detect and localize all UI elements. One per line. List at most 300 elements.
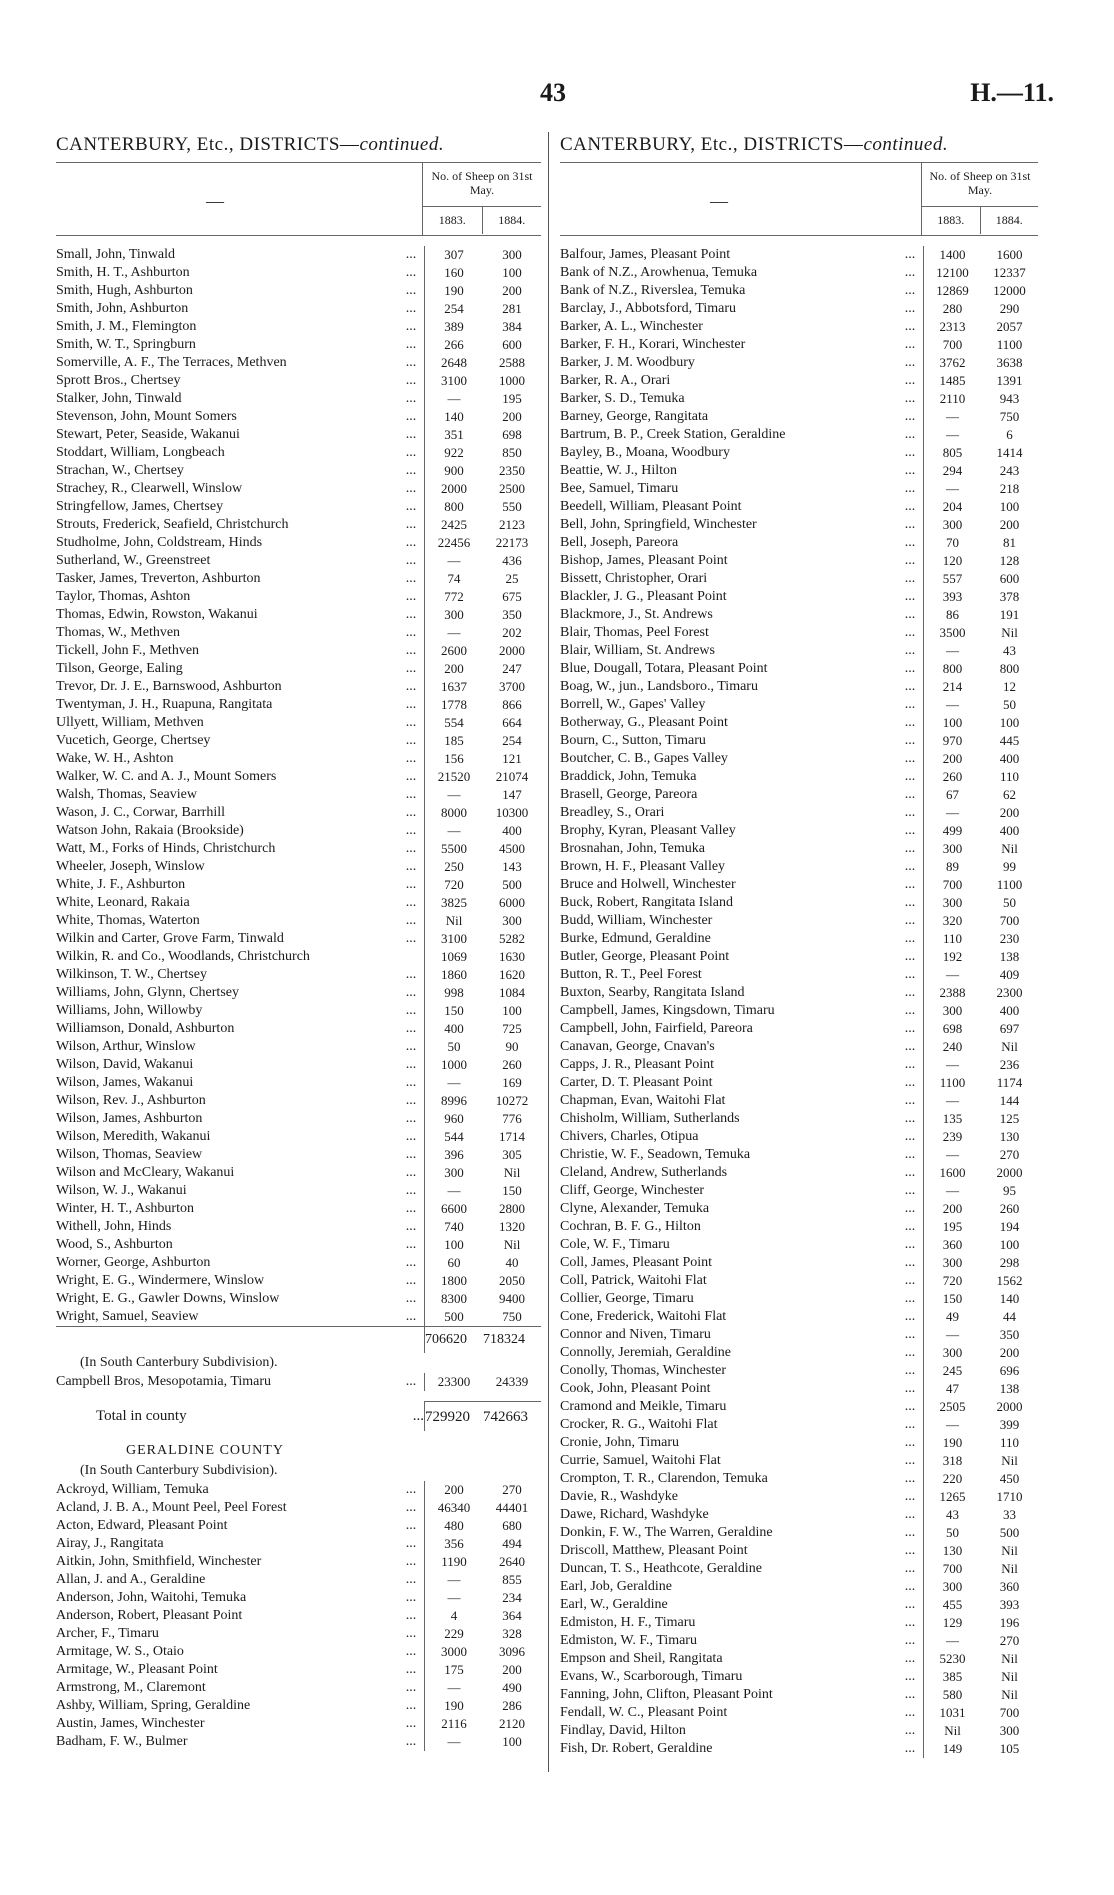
owner-name: Conolly, Thomas, Winchester <box>560 1363 726 1378</box>
sheep-1884: Nil <box>503 1165 521 1180</box>
owner-name: Cronie, John, Timaru <box>560 1435 680 1450</box>
sheep-1883: 740 <box>444 1219 464 1234</box>
header-dash: — <box>206 191 224 211</box>
header-dash: — <box>710 191 728 211</box>
sheep-1883: 190 <box>444 1698 464 1713</box>
sheep-1884: 400 <box>502 823 522 838</box>
owner-name: Somerville, A. F., The Terraces, Methven <box>56 355 287 370</box>
campbell-name: Campbell Bros, Mesopotamia, Timaru <box>56 1374 272 1389</box>
geraldine-county-title: GERALDINE COUNTY <box>126 1443 284 1458</box>
left-column <box>56 132 541 1751</box>
owner-name: Brown, H. F., Pleasant Valley <box>560 859 726 874</box>
leader-dots: ... <box>405 1572 417 1587</box>
leader-dots: ... <box>904 1489 916 1504</box>
county-total-1884: 742663 <box>483 1409 528 1425</box>
sheep-1883: — <box>946 1417 959 1432</box>
owner-name: Taylor, Thomas, Ashton <box>56 589 191 604</box>
table-row <box>56 1092 541 1110</box>
table-row <box>560 1380 1038 1398</box>
sheep-1884: 300 <box>502 913 522 928</box>
table-row <box>56 1182 541 1200</box>
campbell-1883: 23300 <box>437 1374 471 1389</box>
campbell-1884: 24339 <box>495 1374 529 1389</box>
owner-name: Wilson, James, Ashburton <box>56 1111 203 1126</box>
sheep-1884: 697 <box>999 1021 1020 1036</box>
sheep-1883: 49 <box>946 1309 959 1324</box>
owner-name: Airay, J., Rangitata <box>56 1536 164 1551</box>
sheep-1884: 700 <box>999 913 1020 928</box>
leader-dots: ... <box>904 481 916 496</box>
sheep-1883: 160 <box>444 265 464 280</box>
table-row <box>56 498 541 516</box>
owner-name: Barker, R. A., Orari <box>560 373 671 388</box>
owner-name: Blue, Dougall, Totara, Pleasant Point <box>560 661 768 676</box>
sheep-1884: 22173 <box>495 535 529 550</box>
table-row <box>560 570 1038 588</box>
leader-dots: ... <box>904 751 916 766</box>
owner-name: Austin, James, Winchester <box>56 1716 205 1731</box>
leader-dots: ... <box>405 373 417 388</box>
table-row <box>56 1290 541 1308</box>
leader-dots: ... <box>405 1147 417 1162</box>
sheep-1883: 50 <box>946 1525 959 1540</box>
sheep-1884: 290 <box>999 301 1020 316</box>
leader-dots: ... <box>405 355 417 370</box>
owner-name: Wilson, W. J., Wakanui <box>56 1183 187 1198</box>
owner-name: Cramond and Meikle, Timaru <box>560 1399 727 1414</box>
leader-dots: ... <box>405 499 417 514</box>
table-row <box>56 372 541 390</box>
leader-dots: ... <box>904 769 916 784</box>
table-row <box>56 588 541 606</box>
sheep-1884: 194 <box>999 1219 1020 1234</box>
table-row <box>560 498 1038 516</box>
sheep-1883: 772 <box>444 589 464 604</box>
sheep-1883: 135 <box>942 1111 963 1126</box>
sheep-1884: 195 <box>502 391 522 406</box>
owner-name: Allan, J. and A., Geraldine <box>56 1572 206 1587</box>
sheep-1883: 60 <box>447 1255 461 1270</box>
sheep-1883: Nil <box>944 1723 961 1738</box>
table-row <box>56 1020 541 1038</box>
owner-name: Budd, William, Winchester <box>560 913 713 928</box>
leader-dots: ... <box>405 733 417 748</box>
sheep-1884: 270 <box>502 1482 522 1497</box>
owner-name: Bayley, B., Moana, Woodbury <box>560 445 730 460</box>
table-row <box>56 318 541 336</box>
table-row <box>56 1200 541 1218</box>
sheep-1884: 2000 <box>996 1399 1023 1414</box>
sheep-1883: 2505 <box>939 1399 966 1414</box>
table-row <box>560 1560 1038 1578</box>
sheep-1884: 500 <box>502 877 522 892</box>
sheep-1884: 110 <box>999 1435 1020 1450</box>
leader-dots: ... <box>904 805 916 820</box>
leader-dots: ... <box>904 1615 916 1630</box>
sheep-1883: 351 <box>444 427 464 442</box>
owner-name: Fish, Dr. Robert, Geraldine <box>560 1741 713 1756</box>
table-row <box>56 1308 541 1326</box>
county-total-1883: 729920 <box>425 1409 470 1425</box>
owner-name: Tilson, George, Ealing <box>56 661 183 676</box>
leader-dots: ... <box>904 1471 916 1486</box>
owner-name: Bank of N.Z., Arowhenua, Temuka <box>560 265 758 280</box>
sheep-1883: 190 <box>444 283 464 298</box>
leader-dots: ... <box>405 931 417 946</box>
sheep-1884: Nil <box>1001 1687 1018 1702</box>
sheep-1883: — <box>447 1734 461 1749</box>
table-row <box>560 768 1038 786</box>
sheep-1883: 214 <box>942 679 963 694</box>
sheep-1884: 95 <box>1003 1183 1016 1198</box>
sheep-1883: 300 <box>942 517 963 532</box>
owner-name: Bishop, James, Pleasant Point <box>560 553 728 568</box>
sheep-1883: — <box>946 1057 959 1072</box>
sheep-1883: 200 <box>444 1482 464 1497</box>
sheep-1883: 86 <box>946 607 959 622</box>
owner-name: Wilson, Rev. J., Ashburton <box>56 1093 206 1108</box>
owner-name: Campbell, John, Fairfield, Pareora <box>560 1021 753 1036</box>
owner-name: Wright, E. G., Gawler Downs, Winslow <box>56 1291 280 1306</box>
table-row <box>56 1272 541 1290</box>
owner-name: Wilson, James, Wakanui <box>56 1075 194 1090</box>
sheep-1884: 40 <box>505 1255 519 1270</box>
sheep-1883: 360 <box>942 1237 963 1252</box>
sheep-1883: 1100 <box>939 1075 966 1090</box>
leader-dots: ... <box>904 1543 916 1558</box>
sheep-1884: 125 <box>999 1111 1020 1126</box>
table-row <box>56 264 541 282</box>
leader-dots: ... <box>405 247 417 262</box>
sheep-1883: — <box>447 823 461 838</box>
sheep-1883: 307 <box>444 247 464 262</box>
leader-dots: ... <box>904 247 916 262</box>
sheep-1884: 2057 <box>996 319 1023 334</box>
leader-dots: ... <box>904 337 916 352</box>
table-row <box>56 1589 541 1607</box>
sheep-1883: — <box>447 1572 461 1587</box>
table-row <box>560 1686 1038 1704</box>
owner-name: Botherway, G., Pleasant Point <box>560 715 728 730</box>
leader-dots: ... <box>405 1237 417 1252</box>
sheep-1884: Nil <box>1001 1453 1018 1468</box>
table-row <box>56 840 541 858</box>
table-row <box>56 678 541 696</box>
owner-name: Butler, George, Pleasant Point <box>560 949 730 964</box>
leader-dots: ... <box>405 1111 417 1126</box>
sheep-1883: — <box>946 1093 959 1108</box>
owner-name: White, J. F., Ashburton <box>56 877 186 892</box>
leader-dots: ... <box>405 1093 417 1108</box>
leader-dots: ... <box>904 697 916 712</box>
leader-dots: ... <box>904 535 916 550</box>
table-row <box>56 1146 541 1164</box>
table-row <box>560 534 1038 552</box>
sheep-1883: 922 <box>444 445 464 460</box>
leader-dots <box>398 948 424 966</box>
table-row <box>56 390 541 408</box>
owner-name: Small, John, Tinwald <box>56 247 176 262</box>
leader-dots: ... <box>405 1201 417 1216</box>
sheep-1884: 1414 <box>996 445 1023 460</box>
sheep-1883: 250 <box>444 859 464 874</box>
table-row <box>560 696 1038 714</box>
table-row <box>56 354 541 372</box>
owner-name: Williamson, Donald, Ashburton <box>56 1021 235 1036</box>
right-title-text: CANTERBURY, Etc., DISTRICTS— <box>560 134 864 155</box>
owner-name: Tickell, John F., Methven <box>56 643 200 658</box>
table-row <box>560 642 1038 660</box>
table-row <box>56 1074 541 1092</box>
table-row <box>56 786 541 804</box>
sheep-1883: 1031 <box>939 1705 966 1720</box>
leader-dots: ... <box>904 1291 916 1306</box>
sheep-1883: 266 <box>444 337 464 352</box>
owner-name: Beedell, William, Pleasant Point <box>560 499 742 514</box>
sheep-1884: 600 <box>999 571 1020 586</box>
leader-dots: ... <box>904 679 916 694</box>
sheep-1883: 800 <box>942 661 963 676</box>
owner-name: Tasker, James, Treverton, Ashburton <box>56 571 261 586</box>
sheep-1884: 725 <box>502 1021 522 1036</box>
table-row <box>56 1110 541 1128</box>
owner-name: Wilson, Thomas, Seaview <box>56 1147 203 1162</box>
owner-name: Capps, J. R., Pleasant Point <box>560 1057 715 1072</box>
sheep-1884: 21074 <box>495 769 529 784</box>
table-row <box>56 804 541 822</box>
sheep-1883: 6600 <box>441 1201 467 1216</box>
sheep-1883: — <box>447 553 461 568</box>
table-row <box>56 462 541 480</box>
sheep-1883: — <box>447 787 461 802</box>
owner-name: Wason, J. C., Corwar, Barrhill <box>56 805 226 820</box>
table-row <box>56 1481 541 1499</box>
table-row <box>560 1578 1038 1596</box>
owner-name: Dawe, Richard, Washdyke <box>560 1507 709 1522</box>
leader-dots: ... <box>904 1561 916 1576</box>
left-title-text: CANTERBURY, Etc., DISTRICTS— <box>56 134 360 155</box>
table-row <box>560 1038 1038 1056</box>
sheep-1883: 8300 <box>441 1291 467 1306</box>
sheep-1884: 230 <box>999 931 1020 946</box>
leader-dots: ... <box>904 571 916 586</box>
header-year-1884: 1884. <box>498 213 526 227</box>
sheep-1883: — <box>447 391 461 406</box>
sheep-1884: 81 <box>1003 535 1016 550</box>
owner-name: Badham, F. W., Bulmer <box>56 1734 188 1749</box>
table-row <box>560 1128 1038 1146</box>
leader-dots: ... <box>405 715 417 730</box>
leader-dots: ... <box>405 571 417 586</box>
sheep-1883: 1190 <box>441 1554 467 1569</box>
sheep-1884: 350 <box>502 607 522 622</box>
leader-dots: ... <box>904 409 916 424</box>
sheep-1884: 138 <box>999 949 1020 964</box>
sheep-1883: 240 <box>942 1039 963 1054</box>
table-row <box>560 1002 1038 1020</box>
sheep-1883: 254 <box>444 301 464 316</box>
owner-name: White, Leonard, Rakaia <box>56 895 190 910</box>
table-row <box>56 1056 541 1074</box>
table-row <box>560 1308 1038 1326</box>
sheep-1884: 305 <box>502 1147 522 1162</box>
sheep-1883: 3100 <box>441 373 467 388</box>
table-row <box>56 1128 541 1146</box>
table-row <box>560 408 1038 426</box>
leader-dots: ... <box>405 1021 417 1036</box>
sheep-1883: 805 <box>942 445 963 460</box>
leader-dots: ... <box>904 1525 916 1540</box>
leader-dots: ... <box>405 265 417 280</box>
table-row <box>56 1499 541 1517</box>
sheep-1884: 147 <box>502 787 522 802</box>
south-subdivision-note: (In South Canterbury Subdivision). <box>80 1355 278 1370</box>
owner-name: Smith, W. T., Springburn <box>56 337 196 352</box>
owner-name: Borrell, W., Gapes' Valley <box>560 697 706 712</box>
owner-name: Earl, Job, Geraldine <box>560 1579 672 1594</box>
header-group-label: No. of Sheep on 31st May. <box>922 163 1038 207</box>
sheep-1883: 1637 <box>441 679 467 694</box>
table-row <box>560 480 1038 498</box>
sheep-1883: 175 <box>444 1662 464 1677</box>
table-row <box>560 282 1038 300</box>
table-row <box>560 1614 1038 1632</box>
leader-dots: ... <box>904 1147 916 1162</box>
table-row <box>560 1146 1038 1164</box>
table-row <box>56 768 541 786</box>
sheep-1884: 400 <box>999 751 1020 766</box>
sheep-1883: 2600 <box>441 643 467 658</box>
sheep-1884: 664 <box>502 715 522 730</box>
owner-name: Buck, Robert, Rangitata Island <box>560 895 734 910</box>
sheep-1884: 12337 <box>993 265 1026 280</box>
sheep-1884: 218 <box>999 481 1020 496</box>
owner-name: Archer, F., Timaru <box>56 1626 159 1641</box>
owner-name: Christie, W. F., Seadown, Temuka <box>560 1147 751 1162</box>
sheep-1883: 89 <box>946 859 959 874</box>
table-row <box>56 1607 541 1625</box>
table-row <box>560 1650 1038 1668</box>
sheep-1884: 138 <box>999 1381 1020 1396</box>
leader-dots: ... <box>904 1363 916 1378</box>
sheep-1884: 200 <box>502 1662 522 1677</box>
leader-dots: ... <box>904 1345 916 1360</box>
sheep-1884: 550 <box>502 499 522 514</box>
table-row <box>56 1517 541 1535</box>
owner-name: Breadley, S., Orari <box>560 805 665 820</box>
sheep-1884: 270 <box>999 1633 1020 1648</box>
sheep-1883: — <box>946 427 959 442</box>
leader-dots: ... <box>405 1039 417 1054</box>
table-row <box>56 930 541 948</box>
owner-name: Acland, J. B. A., Mount Peel, Peel Forest <box>56 1500 287 1515</box>
owner-name: Stalker, John, Tinwald <box>56 391 182 406</box>
sheep-1883: 1069 <box>441 949 467 964</box>
sheep-1884: 100 <box>502 265 522 280</box>
sheep-1883: 150 <box>942 1291 963 1306</box>
owner-name: Wilkinson, T. W., Chertsey <box>56 967 207 982</box>
sheep-1884: 2120 <box>499 1716 525 1731</box>
table-row <box>560 1740 1038 1758</box>
sheep-1884: Nil <box>503 1237 521 1252</box>
sheep-1883: 2110 <box>939 391 966 406</box>
sheep-1883: 544 <box>444 1129 464 1144</box>
table-row <box>56 1733 541 1751</box>
sheep-1883: 2313 <box>939 319 966 334</box>
table-row <box>56 642 541 660</box>
sheep-1883: 2388 <box>939 985 966 1000</box>
left-rows <box>56 246 541 1326</box>
table-row <box>560 750 1038 768</box>
leader-dots: ... <box>405 1716 417 1731</box>
owner-name: Driscoll, Matthew, Pleasant Point <box>560 1543 748 1558</box>
owner-name: Findlay, David, Hilton <box>560 1723 686 1738</box>
sheep-1883: 698 <box>942 1021 963 1036</box>
owner-name: Clyne, Alexander, Temuka <box>560 1201 710 1216</box>
leader-dots: ... <box>904 841 916 856</box>
sheep-1883: 260 <box>942 769 963 784</box>
table-row <box>560 588 1038 606</box>
sheep-1883: 385 <box>942 1669 963 1684</box>
leader-dots: ... <box>904 949 916 964</box>
leader-dots: ... <box>405 1590 417 1605</box>
table-row <box>560 1722 1038 1740</box>
sheep-1884: 62 <box>1003 787 1016 802</box>
table-row <box>560 714 1038 732</box>
table-row <box>56 1643 541 1661</box>
owner-name: Smith, John, Ashburton <box>56 301 189 316</box>
sheep-1883: 3825 <box>441 895 467 910</box>
leader-dots: ... <box>405 1482 417 1497</box>
sheep-1883: 4 <box>450 1608 458 1623</box>
owner-name: Bissett, Christopher, Orari <box>560 571 708 586</box>
owner-name: Acton, Edward, Pleasant Point <box>56 1518 228 1533</box>
sheep-1884: 90 <box>505 1039 519 1054</box>
owner-name: Ashby, William, Spring, Geraldine <box>56 1698 251 1713</box>
leader-dots: ... <box>904 1579 916 1594</box>
table-row <box>560 606 1038 624</box>
sheep-1883: 970 <box>942 733 963 748</box>
leader-dots: ... <box>405 1219 417 1234</box>
sheep-1884: 494 <box>502 1536 522 1551</box>
subtotal-1884: 718324 <box>483 1332 525 1347</box>
leader-dots: ... <box>405 445 417 460</box>
sheep-1883: 1778 <box>441 697 467 712</box>
sheep-1883: 455 <box>942 1597 963 1612</box>
sheep-1884: 3096 <box>499 1644 525 1659</box>
sheep-1883: 720 <box>942 1273 963 1288</box>
sheep-1884: 399 <box>999 1417 1020 1432</box>
sheep-1884: 328 <box>502 1626 522 1641</box>
leader-dots: ... <box>405 391 417 406</box>
leader-dots: ... <box>405 859 417 874</box>
leader-dots: ... <box>904 355 916 370</box>
leader-dots: ... <box>405 1518 417 1533</box>
leader-dots: ... <box>904 1237 916 1252</box>
owner-name: Davie, R., Washdyke <box>560 1489 678 1504</box>
leader-dots: ... <box>405 1680 417 1695</box>
owner-name: Fendall, W. C., Pleasant Point <box>560 1705 728 1720</box>
sheep-1884: 99 <box>1003 859 1016 874</box>
sheep-1883: 3500 <box>939 625 966 640</box>
sheep-1883: 1800 <box>441 1273 467 1288</box>
table-row <box>56 606 541 624</box>
owner-name: Strachey, R., Clearwell, Winslow <box>56 481 243 496</box>
sheep-1883: 200 <box>942 751 963 766</box>
leader-dots: ... <box>904 1255 916 1270</box>
sheep-1884: 100 <box>999 715 1020 730</box>
table-row <box>560 1074 1038 1092</box>
